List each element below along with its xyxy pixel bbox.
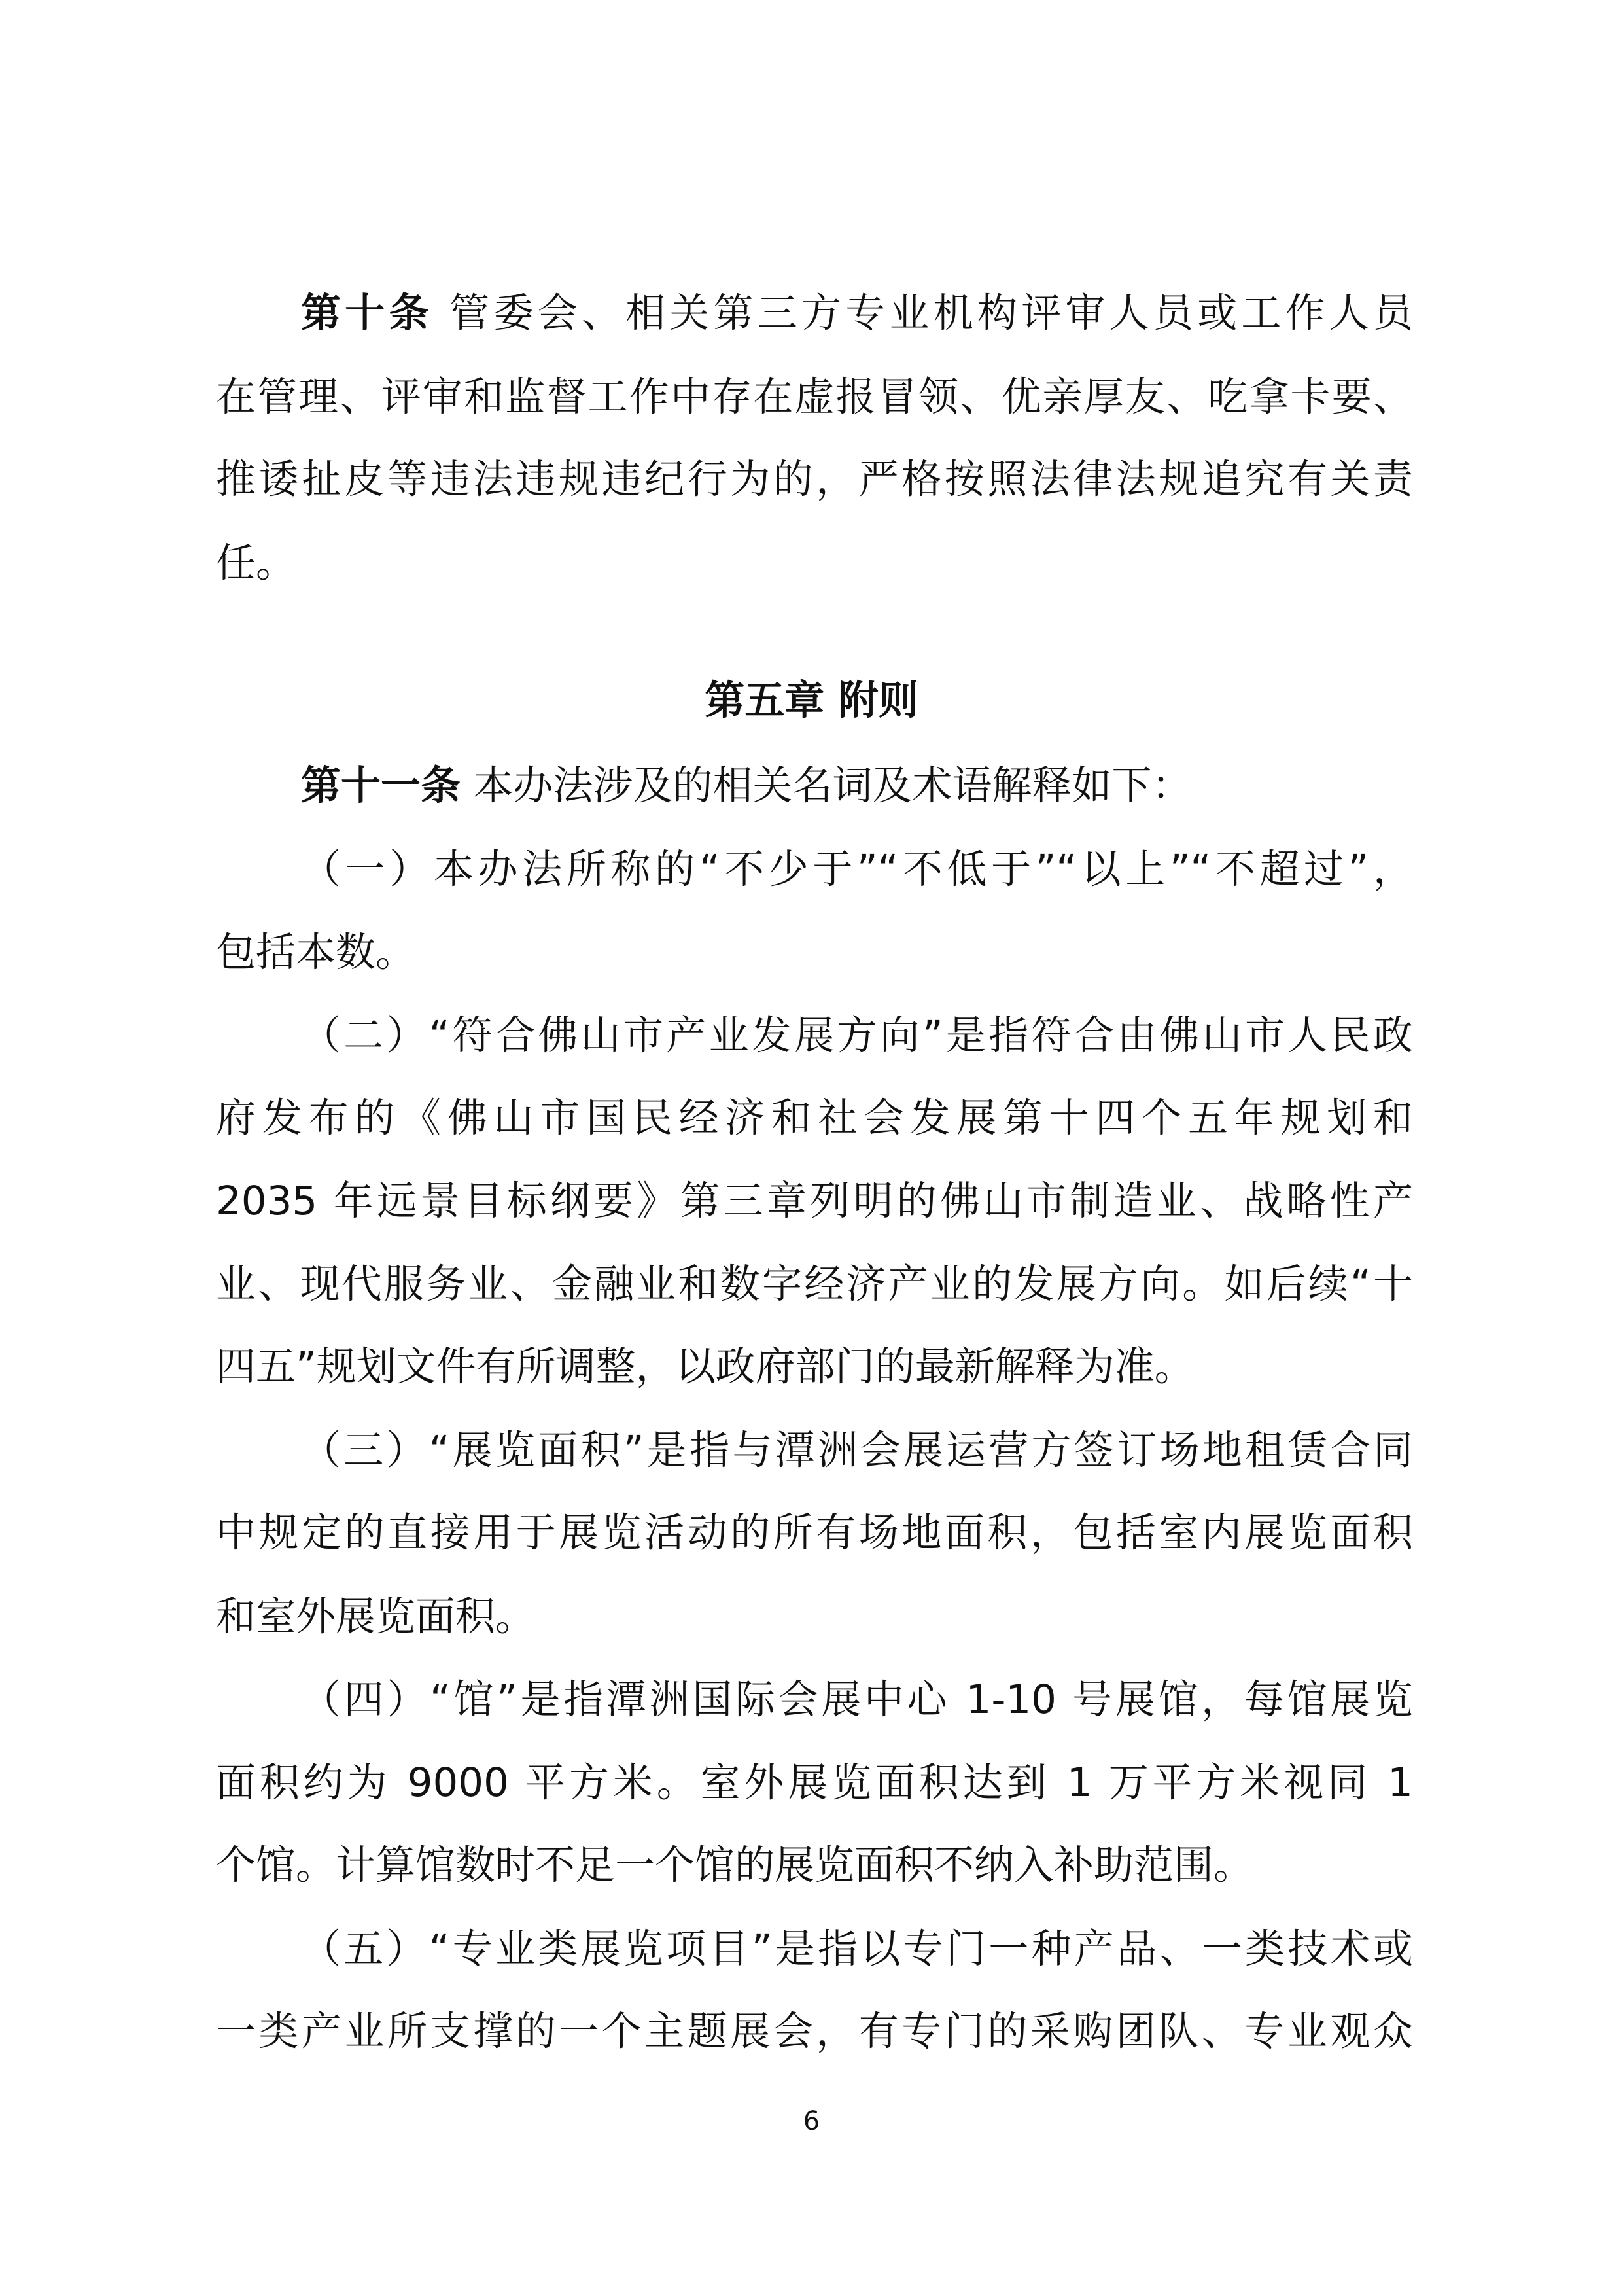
article-10-line-3: 推诿扯皮等违法违规违纪行为的，严格按照法律法规追究有关责	[216, 456, 1413, 503]
item-4-line-2: 面积约为 9000 平方米。室外展览面积达到 1 万平方米视同 1	[216, 1759, 1413, 1806]
item-2-line-2: 府发布的《佛山市国民经济和社会发展第十四个五年规划和	[216, 1095, 1413, 1141]
item-2-line-1: （二）“符合佛山市产业发展方向”是指符合由佛山市人民政	[301, 1012, 1413, 1059]
item-4-line-1: （四）“馆”是指潭洲国际会展中心 1-10 号展馆，每馆展览	[301, 1676, 1413, 1723]
article-10-line-4: 任。	[216, 540, 296, 586]
page-number: 6	[803, 2106, 820, 2136]
item-1-line-2: 包括本数。	[216, 929, 416, 976]
article-10-line-2: 在管理、评审和监督工作中存在虚报冒领、优亲厚友、吃拿卡要、	[216, 374, 1413, 420]
article-10-heading: 第十条	[301, 290, 433, 336]
article-10-line-1	[301, 290, 1413, 336]
article-11-heading: 第十一条	[301, 762, 461, 809]
item-2-line-4: 业、现代服务业、金融业和数字经济产业的发展方向。如后续“十	[216, 1261, 1413, 1307]
item-3-line-2: 中规定的直接用于展览活动的所有场地面积，包括室内展览面积	[216, 1510, 1413, 1556]
item-2-line-3: 2035 年远景目标纲要》第三章列明的佛山市制造业、战略性产	[216, 1178, 1413, 1224]
item-1-line-1: （一）本办法所称的“不少于”“不低于”“以上”“不超过”，	[301, 846, 1413, 892]
article-11-line	[301, 762, 1413, 809]
chapter-title: 第五章 附则	[705, 677, 918, 724]
item-4-line-3: 个馆。计算馆数时不足一个馆的展览面积不纳入补助范围。	[216, 1842, 1254, 1888]
article-10-text: 管委会、相关第三方专业机构评审人员或工作人员	[449, 290, 1413, 336]
item-3-line-3: 和室外展览面积。	[216, 1593, 536, 1640]
item-2-line-5: 四五”规划文件有所调整，以政府部门的最新解释为准。	[216, 1343, 1195, 1390]
item-5-line-2: 一类产业所支撑的一个主题展会，有专门的采购团队、专业观众	[216, 2008, 1413, 2055]
item-5-line-1: （五）“专业类展览项目”是指以专门一种产品、一类技术或	[301, 1926, 1413, 1972]
item-3-line-1: （三）“展览面积”是指与潭洲会展运营方签订场地租赁合同	[301, 1427, 1413, 1474]
article-11-intro: 本办法涉及的相关名词及术语解释如下：	[473, 762, 1192, 809]
